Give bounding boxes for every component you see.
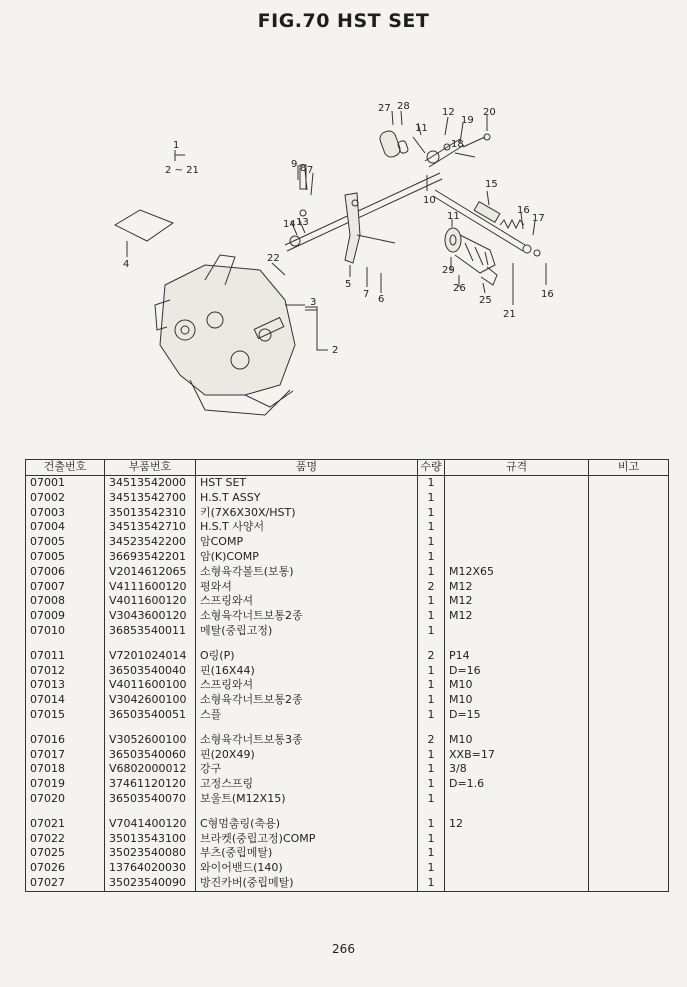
table-row [26,832,669,847]
cell-quantity: 1 [418,520,445,535]
callout-11-lower: 11 [447,211,460,222]
cell-spec: XXB=17 [445,748,589,763]
spacer-cell [26,723,105,733]
table-spacer-row [26,807,669,817]
table-row [26,817,669,832]
cell-part-no: 35023540090 [105,876,196,891]
cell-remarks [589,624,669,639]
cell-ref-no: 07017 [26,748,105,763]
cell-quantity: 1 [418,876,445,891]
spacer-cell [105,807,196,817]
callout-25: 25 [479,295,492,306]
cell-part-no: V6802000012 [105,762,196,777]
spacer-cell [105,723,196,733]
table-row [26,624,669,639]
cell-spec: D=15 [445,708,589,723]
cell-remarks [589,817,669,832]
cell-quantity: 1 [418,846,445,861]
cell-ref-no: 07002 [26,491,105,506]
page-number: 266 [332,942,355,956]
spacer-cell [196,639,418,649]
callout-16-upper: 16 [517,205,530,216]
cell-remarks [589,580,669,595]
callout-7-lower: 7 [363,289,370,300]
callout-8: 8 [300,163,307,174]
callout-16-lower: 16 [541,289,554,300]
cell-remarks [589,476,669,491]
cell-part-name: 스플 [196,708,418,723]
cell-part-no: V2014612065 [105,565,196,580]
cell-part-name: 소형육각너트보통2종 [196,609,418,624]
table-row [26,748,669,763]
cell-part-name: HST SET [196,476,418,491]
table-row [26,491,669,506]
header-part-name: 품명 [196,460,418,476]
spacer-cell [26,639,105,649]
callout-18: 18 [451,139,464,150]
cell-quantity: 1 [418,762,445,777]
cell-spec [445,491,589,506]
table-row [26,520,669,535]
callout-17: 17 [532,213,545,224]
table-row [26,678,669,693]
page-title: FIG.70 HST SET [257,10,430,32]
callout-12: 12 [442,107,455,118]
cell-part-no: V4011600120 [105,594,196,609]
header-remarks: 비고 [589,460,669,476]
cell-part-no: V7041400120 [105,817,196,832]
table-row [26,664,669,679]
cell-quantity: 1 [418,550,445,565]
cell-part-name: H.S.T ASSY [196,491,418,506]
cell-part-name: 암COMP [196,535,418,550]
table-spacer-row [26,639,669,649]
cell-remarks [589,565,669,580]
header-quantity: 수량 [418,460,445,476]
cell-remarks [589,609,669,624]
cell-part-name: 소형육각너트보통3종 [196,733,418,748]
cell-ref-no: 07013 [26,678,105,693]
cell-part-no: 36503540051 [105,708,196,723]
cell-spec [445,861,589,876]
diagram-svg [95,95,565,435]
header-part-no: 부품번호 [105,460,196,476]
cell-quantity: 2 [418,649,445,664]
table-row [26,580,669,595]
callout-5: 5 [345,279,352,290]
boot-drawing [445,228,497,285]
cell-remarks [589,491,669,506]
cell-spec [445,876,589,891]
cell-ref-no: 07026 [26,861,105,876]
cell-part-name: 암(K)COMP [196,550,418,565]
cell-ref-no: 07014 [26,693,105,708]
cell-remarks [589,506,669,521]
callout-3: 3 [310,297,317,308]
cell-spec: 3/8 [445,762,589,777]
cell-spec: D=16 [445,664,589,679]
cell-part-name: 스프링와셔 [196,594,418,609]
cell-spec: M10 [445,678,589,693]
cell-remarks [589,846,669,861]
cell-part-name: 평와셔 [196,580,418,595]
cell-remarks [589,520,669,535]
cell-remarks [589,678,669,693]
cell-ref-no: 07003 [26,506,105,521]
table-row [26,649,669,664]
cell-part-no: 34513542700 [105,491,196,506]
cell-spec [445,520,589,535]
callout-6: 6 [378,294,385,305]
cell-ref-no: 07025 [26,846,105,861]
cell-part-no: 36693542201 [105,550,196,565]
cell-remarks [589,594,669,609]
cell-spec: M12 [445,594,589,609]
table-spacer-row [26,723,669,733]
cell-quantity: 1 [418,777,445,792]
cell-part-name: 키(7X6X30X/HST) [196,506,418,521]
cell-part-name: H.S.T 사양서 [196,520,418,535]
cell-ref-no: 07007 [26,580,105,595]
spacer-cell [418,723,445,733]
cell-part-no: 36853540011 [105,624,196,639]
cell-spec: M12 [445,580,589,595]
table-row [26,777,669,792]
cell-quantity: 1 [418,817,445,832]
cell-spec [445,832,589,847]
cell-remarks [589,792,669,807]
callout-27: 27 [378,103,391,114]
cell-quantity: 1 [418,664,445,679]
table-row [26,708,669,723]
spacer-cell [445,639,589,649]
cell-remarks [589,550,669,565]
callout-20: 20 [483,107,496,118]
table-row [26,762,669,777]
cell-remarks [589,777,669,792]
cell-ref-no: 07021 [26,817,105,832]
cell-ref-no: 07012 [26,664,105,679]
cell-ref-no: 07004 [26,520,105,535]
spacer-cell [196,807,418,817]
callout-13: 13 [296,217,309,228]
cell-spec: M12X65 [445,565,589,580]
callout-29: 29 [442,265,455,276]
cell-ref-no: 07001 [26,476,105,491]
cell-part-no: V4011600100 [105,678,196,693]
table-header-row [26,460,669,476]
cell-quantity: 1 [418,506,445,521]
table-row [26,846,669,861]
parts-table [25,459,669,892]
cell-spec [445,506,589,521]
cell-ref-no: 07010 [26,624,105,639]
cell-spec [445,792,589,807]
cell-ref-no: 07018 [26,762,105,777]
cell-quantity: 2 [418,733,445,748]
cell-ref-no: 07011 [26,649,105,664]
cell-spec [445,535,589,550]
hst-housing-drawing [155,255,295,415]
pin-assembly-drawing [378,129,490,167]
cell-ref-no: 07022 [26,832,105,847]
cell-quantity: 2 [418,580,445,595]
cell-ref-no: 07005 [26,550,105,565]
spacer-cell [589,807,669,817]
cell-part-name: 스프링와셔 [196,678,418,693]
cell-part-name: 소형육각너트보통2종 [196,693,418,708]
callout-2-21: 2 ~ 21 [165,165,199,176]
cell-part-name: 부츠(중립메탈) [196,846,418,861]
spacer-cell [589,639,669,649]
cell-spec: P14 [445,649,589,664]
callout-15: 15 [485,179,498,190]
cell-part-name: 보울트(M12X15) [196,792,418,807]
spacer-cell [445,807,589,817]
shaft-arm-drawing [285,165,442,263]
table-row [26,733,669,748]
cell-part-no: 35013542310 [105,506,196,521]
cell-part-name: 방진카버(중립메탈) [196,876,418,891]
cell-remarks [589,832,669,847]
callout-7-upper: 7 [307,165,314,176]
header-spec: 규격 [445,460,589,476]
cell-remarks [589,649,669,664]
table-row [26,876,669,891]
cell-spec [445,624,589,639]
cell-quantity: 1 [418,693,445,708]
callout-21: 21 [503,309,516,320]
cell-remarks [589,876,669,891]
table-row [26,476,669,491]
cell-quantity: 1 [418,792,445,807]
cell-part-no: 36503540040 [105,664,196,679]
spacer-cell [105,639,196,649]
spec-card-drawing [115,210,173,241]
cell-ref-no: 07019 [26,777,105,792]
table-row [26,609,669,624]
spacer-cell [445,723,589,733]
exploded-parts-diagram [95,95,565,435]
callout-10: 10 [423,195,436,206]
table-row [26,792,669,807]
parts-table-body [26,476,669,892]
cell-part-no: 36503540060 [105,748,196,763]
cell-quantity: 1 [418,708,445,723]
cell-ref-no: 07027 [26,876,105,891]
cell-part-no: 35023540080 [105,846,196,861]
cell-quantity: 1 [418,594,445,609]
callout-9: 9 [291,159,298,170]
cell-part-no: 36503540070 [105,792,196,807]
cell-part-name: 와이어밴드(140) [196,861,418,876]
cell-part-no: 34523542200 [105,535,196,550]
cell-quantity: 1 [418,624,445,639]
cell-ref-no: 07005 [26,535,105,550]
cell-ref-no: 07009 [26,609,105,624]
spacer-cell [26,807,105,817]
cell-part-no: V4111600120 [105,580,196,595]
cell-ref-no: 07015 [26,708,105,723]
cell-quantity: 1 [418,678,445,693]
cell-part-name: 고정스프링 [196,777,418,792]
cell-spec: M12 [445,609,589,624]
cell-part-name: 브라켓(중립고정)COMP [196,832,418,847]
cell-remarks [589,762,669,777]
cell-spec [445,846,589,861]
cell-remarks [589,748,669,763]
cell-remarks [589,693,669,708]
header-ref-no: 건출번호 [26,460,105,476]
table-row [26,506,669,521]
cell-part-name: C형멈춤링(축용) [196,817,418,832]
table-row [26,861,669,876]
cell-spec: M10 [445,693,589,708]
cell-spec: M10 [445,733,589,748]
cell-quantity: 1 [418,748,445,763]
cell-quantity: 1 [418,832,445,847]
callout-26: 26 [453,283,466,294]
table-row [26,693,669,708]
cell-remarks [589,535,669,550]
cell-ref-no: 07020 [26,792,105,807]
cell-spec: 12 [445,817,589,832]
spacer-cell [589,723,669,733]
cell-part-no: 34513542710 [105,520,196,535]
cell-part-no: 13764020030 [105,861,196,876]
cell-ref-no: 07016 [26,733,105,748]
callout-4: 4 [123,259,130,270]
table-row [26,535,669,550]
cell-quantity: 1 [418,491,445,506]
table-row [26,594,669,609]
cell-spec [445,476,589,491]
callout-11-upper: 11 [415,123,428,134]
cell-remarks [589,733,669,748]
cell-quantity: 1 [418,535,445,550]
cell-spec: D=1.6 [445,777,589,792]
cell-part-name: 메탈(중립고정) [196,624,418,639]
cell-quantity: 1 [418,609,445,624]
cell-part-name: 핀(20X49) [196,748,418,763]
spacer-cell [418,639,445,649]
cell-part-name: 강구 [196,762,418,777]
spacer-cell [196,723,418,733]
callout-19: 19 [461,115,474,126]
cell-part-name: 소형육각볼트(보통) [196,565,418,580]
callout-1: 1 [173,140,180,151]
table-row [26,565,669,580]
callout-22: 22 [267,253,280,264]
cell-part-no: 37461120120 [105,777,196,792]
cell-ref-no: 07008 [26,594,105,609]
spacer-cell [418,807,445,817]
cell-part-name: 핀(16X44) [196,664,418,679]
callout-14: 14 [283,219,296,230]
cell-remarks [589,861,669,876]
cell-quantity: 1 [418,476,445,491]
cell-ref-no: 07006 [26,565,105,580]
cell-remarks [589,664,669,679]
callout-2: 2 [332,345,339,356]
cell-part-name: O링(P) [196,649,418,664]
cell-remarks [589,708,669,723]
cell-part-no: 35013543100 [105,832,196,847]
cell-quantity: 1 [418,565,445,580]
callout-28: 28 [397,101,410,112]
cell-part-no: V7201024014 [105,649,196,664]
cell-part-no: V3043600120 [105,609,196,624]
cell-spec [445,550,589,565]
cell-part-no: V3052600100 [105,733,196,748]
cell-part-no: 34513542000 [105,476,196,491]
cell-part-no: V3042600100 [105,693,196,708]
cell-quantity: 1 [418,861,445,876]
table-row [26,550,669,565]
